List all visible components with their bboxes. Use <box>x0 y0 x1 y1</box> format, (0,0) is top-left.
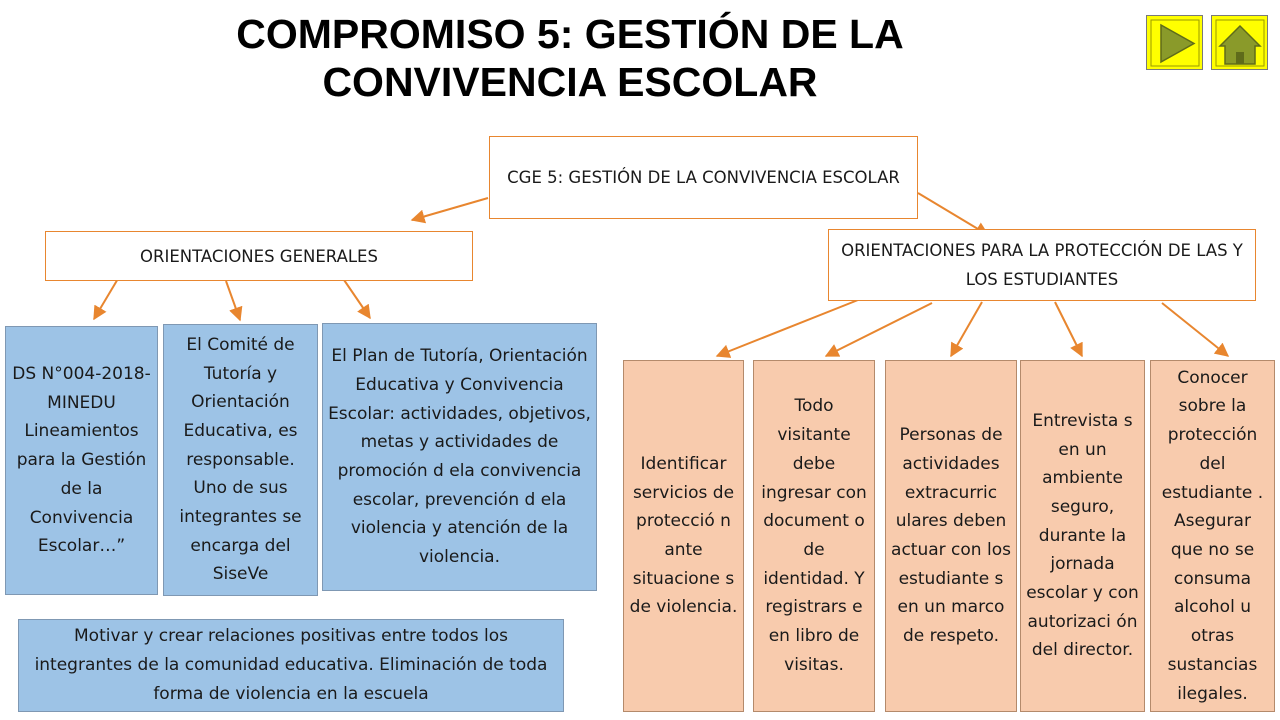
page-title: COMPROMISO 5: GESTIÓN DE LA CONVIVENCIA ESCOLAR <box>236 11 904 105</box>
arrow-right-to-child-2 <box>826 303 932 356</box>
arrow-right-to-child-5 <box>1162 303 1228 356</box>
right-child-text-3: Personas de actividades extracurric ulares deben actuar con los estudiante s en un marco de respeto. <box>891 425 1011 647</box>
right-child-box-2 <box>753 360 875 712</box>
right-child-box-5 <box>1150 360 1275 712</box>
right-branch-text: ORIENTACIONES PARA LA PROTECCIÓN DE LAS Y LOS ESTUDIANTES <box>841 241 1243 289</box>
left-child-box-3 <box>322 323 597 591</box>
arrow-right-to-child-1 <box>717 300 858 356</box>
arrow-right-to-child-3 <box>951 302 982 356</box>
root-box <box>489 136 918 219</box>
right-branch-box <box>828 229 1256 301</box>
right-child-text-1: Identificar servicios de protecció n ante situacione s de violencia. <box>629 453 738 618</box>
root-box-text: CGE 5: GESTIÓN DE LA CONVIVENCIA ESCOLAR <box>507 168 900 187</box>
right-child-box-4 <box>1020 360 1145 712</box>
left-child-text-1: DS N°004-2018-MINEDU Lineamientos para la Gestión de la Convivencia Escolar…” <box>12 364 151 557</box>
left-child-box-2 <box>163 324 318 596</box>
right-child-text-2: Todo visitante debe ingresar con document o de identidad. Y registrars e en libro de visitas. <box>761 396 867 675</box>
arrow-root-to-left <box>412 198 488 220</box>
right-child-box-3 <box>885 360 1017 712</box>
right-child-text-4: Entrevista s en un ambiente seguro, durante la jornada escolar y con autorizaci ón del director. <box>1026 410 1139 661</box>
left-note-box <box>18 619 564 712</box>
right-child-text-5: Conocer sobre la protección del estudiante . Asegurar que no se consuma alcohol u otras sustancias ilegales. <box>1161 367 1264 704</box>
left-branch-text: ORIENTACIONES GENERALES <box>140 246 378 266</box>
left-child-text-3: El Plan de Tutoría, Orientación Educativa y Convivencia Escolar: actividades, objetivos, metas y actividades de promoción d ela convivencia escolar, prevención d ela violencia y atención de la violencia. <box>328 346 591 568</box>
left-child-text-2: El Comité de Tutoría y Orientación Educativa, es responsable. Uno de sus integrantes se encarga del SiseVe <box>179 334 302 585</box>
right-child-box-1 <box>623 360 744 712</box>
left-branch-box <box>45 231 473 281</box>
arrow-left-to-child-2 <box>226 281 240 320</box>
arrow-right-to-child-4 <box>1055 302 1082 356</box>
left-child-box-1 <box>5 326 158 595</box>
left-note-text: Motivar y crear relaciones positivas entre todos los integrantes de la comunidad educativa. Eliminación de toda forma de violencia en la escuela <box>34 626 548 704</box>
arrow-left-to-child-3 <box>342 277 370 318</box>
